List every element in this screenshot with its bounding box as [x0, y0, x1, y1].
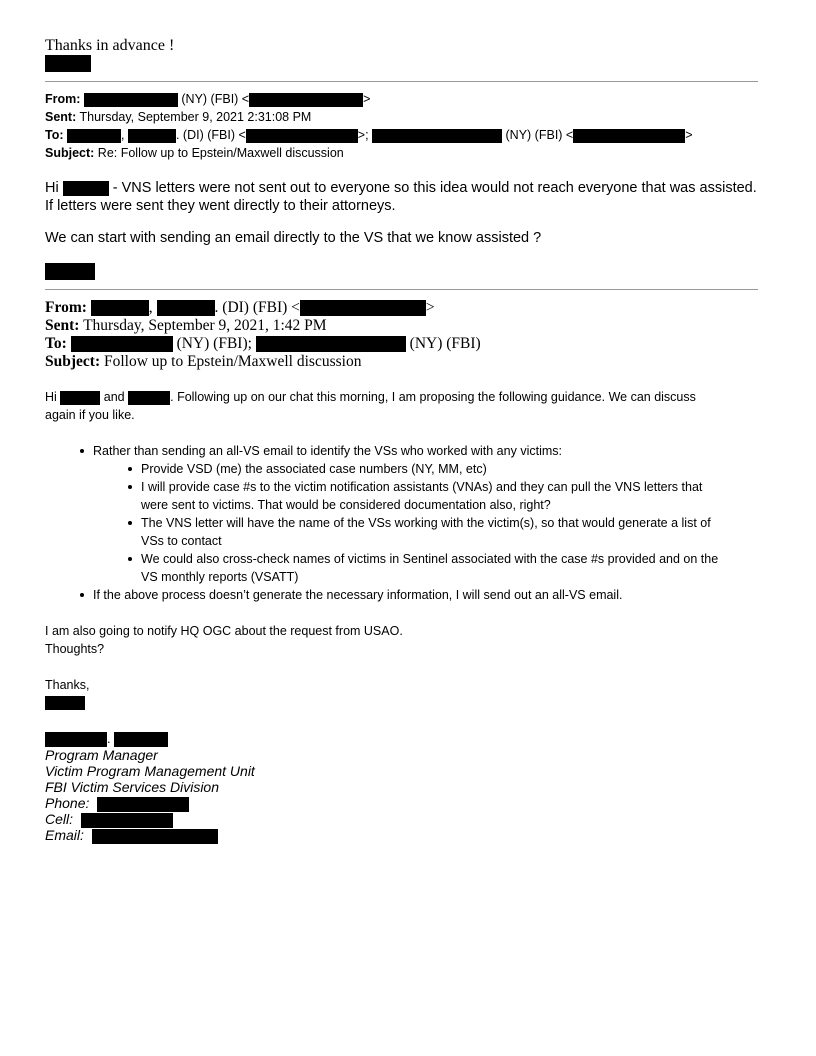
- to-agency-1: . (DI) (FBI) <: [175, 128, 246, 142]
- bullet-dot: [80, 449, 84, 453]
- from-end: >: [425, 299, 435, 316]
- signature-phone-row: [45, 795, 189, 812]
- signature-title: Program Manager: [45, 747, 158, 763]
- redacted-recipient-email-1: [246, 129, 358, 143]
- redacted-cell: [81, 813, 173, 828]
- from-label: From:: [45, 299, 87, 316]
- phone-label: Phone:: [45, 795, 90, 811]
- para-thoughts: Thoughts?: [45, 642, 105, 656]
- redacted-addressee-2: [128, 391, 170, 405]
- redacted-recipient-1: [71, 336, 173, 352]
- bullet-item-1: Rather than sending an all-VS email to identify the VSs who worked with any victims:: [93, 444, 562, 458]
- from-label: From:: [45, 92, 81, 106]
- signature-email-row: [45, 827, 218, 844]
- sub-bullet-3-line2: VSs to contact: [141, 534, 222, 548]
- redacted-sender-firstname: [45, 696, 85, 710]
- redacted-signature: [45, 55, 91, 72]
- email-label: Email:: [45, 827, 84, 843]
- email2-sent-row: [45, 317, 327, 335]
- to-separator-2: >;: [357, 128, 369, 142]
- subject-label: Subject:: [45, 146, 95, 160]
- body-greeting: Hi: [45, 180, 59, 196]
- email1-body-line1: [45, 179, 757, 197]
- email1-body-line2: If letters were sent they went directly to their attorneys.: [45, 198, 396, 214]
- redacted-phone: [97, 797, 189, 812]
- sub-bullet-1: Provide VSD (me) the associated case numbers (NY, MM, etc): [141, 462, 487, 476]
- email1-subject-row: [45, 144, 344, 162]
- sub-bullet-2-line2: were sent to victims. That would be considered documentation also, right?: [141, 498, 551, 512]
- sent-label: Sent:: [45, 317, 80, 334]
- name-separator: .: [107, 731, 111, 746]
- sub-bullet-dot: [128, 467, 132, 471]
- sub-bullet-2-line1: I will provide case #s to the victim notification assistants (VNAs) and they can pull the VNS letters that: [141, 480, 703, 494]
- sent-value: Thursday, September 9, 2021, 1:42 PM: [83, 317, 327, 334]
- from-suffix: (NY) (FBI) <: [181, 92, 250, 106]
- greeting-and: and: [103, 390, 125, 404]
- from-suffix: . (DI) (FBI) <: [214, 299, 300, 316]
- bullet-item-2: If the above process doesn’t generate the necessary information, I will send out an all-VS email.: [93, 588, 623, 602]
- body-text-1: - VNS letters were not sent out to everyone so this idea would not reach everyone that was assisted.: [112, 180, 757, 196]
- sub-bullet-3-line1: The VNS letter will have the name of the VSs working with the victim(s), so that would generate a list of: [141, 516, 711, 530]
- redacted-recipient-2: [256, 336, 406, 352]
- redacted-sender-name: [84, 93, 178, 107]
- sent-value: Thursday, September 9, 2021 2:31:08 PM: [79, 110, 312, 124]
- redacted-addressee: [63, 181, 109, 196]
- signature-name-row: [45, 731, 168, 747]
- redacted-email: [92, 829, 218, 844]
- bullet-dot: [80, 593, 84, 597]
- redacted-sender-name: [91, 300, 149, 316]
- sign-off: Thanks,: [45, 678, 90, 692]
- sent-label: Sent:: [45, 110, 77, 124]
- redacted-name-2: [114, 732, 168, 747]
- sub-bullet-4-line2: VS monthly reports (VSATT): [141, 570, 299, 584]
- to-label: To:: [45, 128, 64, 142]
- redacted-sender-name-2: [157, 300, 215, 316]
- sub-bullet-4-line1: We could also cross-check names of victims in Sentinel associated with the case #s provided and on the: [141, 552, 719, 566]
- to-agency-2: (NY) (FBI): [409, 335, 481, 352]
- sub-bullet-dot: [128, 521, 132, 525]
- signature-division: FBI Victim Services Division: [45, 779, 220, 795]
- to-separator: ,: [121, 128, 125, 142]
- closing-text: Thanks in advance !: [45, 37, 175, 54]
- redacted-addressee-1: [60, 391, 100, 405]
- to-agency-2: (NY) (FBI) <: [505, 128, 574, 142]
- email2-to-row: [45, 335, 481, 353]
- redacted-name-1: [45, 732, 107, 747]
- email1-to-row: [45, 126, 693, 144]
- to-end: >: [685, 128, 693, 142]
- redacted-recipient-1b: [128, 129, 176, 143]
- email2-greeting-line1: [45, 388, 696, 406]
- redacted-recipient-email-2: [573, 129, 685, 143]
- signature-cell-row: [45, 811, 173, 828]
- divider: [45, 81, 758, 82]
- from-end: >: [363, 92, 371, 106]
- greeting-rest: . Following up on our chat this morning, I am proposing the following guidance. We can discuss: [170, 390, 696, 404]
- email1-body-line3: We can start with sending an email directly to the VS that we know assisted ?: [45, 230, 542, 246]
- to-label: To:: [45, 335, 67, 352]
- sub-bullet-dot: [128, 485, 132, 489]
- subject-label: Subject:: [45, 353, 101, 370]
- redacted-signature-2: [45, 263, 95, 280]
- redacted-recipient-2: [372, 129, 502, 143]
- email2-subject-row: [45, 353, 361, 371]
- email1-sent-row: [45, 108, 311, 126]
- subject-value: Re: Follow up to Epstein/Maxwell discussion: [97, 146, 344, 160]
- divider-2: [45, 289, 758, 290]
- subject-value: Follow up to Epstein/Maxwell discussion: [103, 353, 362, 370]
- from-separator: ,: [148, 299, 153, 316]
- redacted-sender-email: [249, 93, 363, 107]
- redacted-sender-email: [300, 300, 426, 316]
- cell-label: Cell:: [45, 811, 74, 827]
- email2-greeting-line2: again if you like.: [45, 408, 135, 422]
- to-agency-1: (NY) (FBI);: [176, 335, 252, 352]
- email1-from-row: [45, 90, 370, 108]
- signature-unit: Victim Program Management Unit: [45, 763, 255, 779]
- email2-from-row: [45, 299, 435, 317]
- redacted-recipient-1: [67, 129, 121, 143]
- sub-bullet-dot: [128, 557, 132, 561]
- para-notify: I am also going to notify HQ OGC about the request from USAO.: [45, 624, 403, 638]
- greeting-hi: Hi: [45, 390, 57, 404]
